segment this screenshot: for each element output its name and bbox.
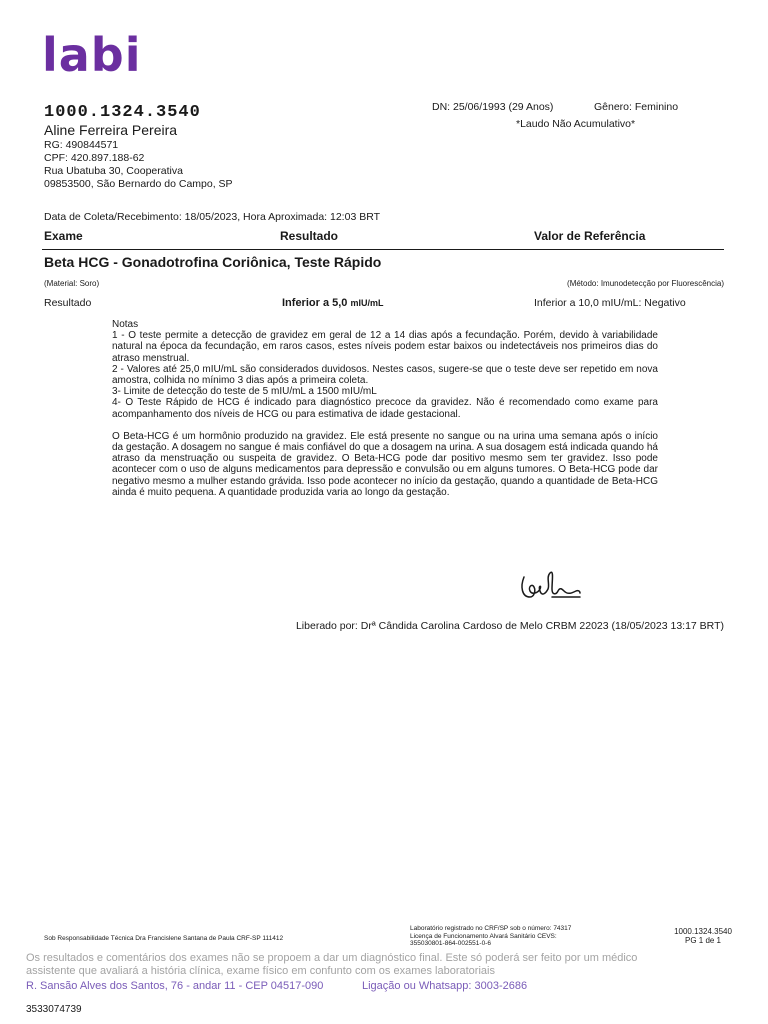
patient-street: Rua Ubatuba 30, Cooperativa xyxy=(44,165,183,177)
header-divider xyxy=(42,249,724,250)
lab-registration: Laboratório registrado no CRF/SP sob o número: 74317 xyxy=(410,925,572,932)
lab-license: Licença de Funcionamento Alvará Sanitário CEVS: xyxy=(410,932,557,940)
patient-info xyxy=(44,139,233,191)
page-number: PG 1 de 1 xyxy=(684,936,722,945)
result-label: Resultado xyxy=(44,297,92,309)
reference-value: Inferior a 10,0 mIU/mL: Negativo xyxy=(534,297,686,309)
note-item-2: 2 - Valores até 25,0 mIU/mL são considerados duvidosos. Nestes casos, sugere-se que o teste deve ser repetido em nova amostra, colhida no mínimo 3 dias após a primeira coleta. xyxy=(112,363,658,387)
result-number: Inferior a 5,0 xyxy=(282,297,348,309)
exam-material: (Material: Soro) xyxy=(44,279,100,288)
exam-title: Beta HCG - Gonadotrofina Coriônica, Teste Rápido xyxy=(44,254,382,270)
signature xyxy=(518,563,582,610)
document-code: 3533074739 xyxy=(26,1004,82,1015)
patient-city: 09853500, São Bernardo do Campo, SP xyxy=(44,178,233,190)
header-result: Resultado xyxy=(280,229,339,243)
address: R. Sansão Alves dos Santos, 76 - andar 11 - CEP 04517-090 xyxy=(26,980,324,992)
release-info: Liberado por: Drª Cândida Carolina Cardoso de Melo CRBM 22023 (18/05/2023 13:17 BRT) xyxy=(295,620,724,632)
footer-responsibility: Sob Responsabilidade Técnica Dra Francislene Santana de Paula CRF-SP 111412 xyxy=(44,935,284,942)
protocol-number: 1000.1324.3540 xyxy=(44,103,201,122)
disclaimer: Os resultados e comentários dos exames não se propoem a dar um diagnóstico final. Este só poderá ser feito por um médico assistente que avaliará a história clínica, exame físico em confunto com os exames laboratoriais xyxy=(26,952,638,977)
note-item-1: 1 - O teste permite a detecção de gravidez em geral de 12 a 14 dias após a fecundação. Porém, devido à variabilidade natural na época da fecundação, em raros casos, estes níveis podem estar baixos ou indetectáveis nos primeiros dias do atraso menstrual. xyxy=(112,330,658,364)
notes-title: Notas xyxy=(112,319,139,330)
laudo-note: *Laudo Não Acumulativo* xyxy=(516,118,636,130)
notes-paragraph: O Beta-HCG é um hormônio produzido na gravidez. Ele está presente no sangue ou na urina uma semana após o início da gestação. A dosagem no sangue é mais confiável do que a dosagem na urina. A sua dosagem está indicada quando há atraso da menstruação ou suspeita de gravidez. O Beta-HCG pode dar positivo mesmo sem ter gravidez. Isso pode acontecer com o uso de alguns medicamentos para depressão e convulsão ou em alguns tumores. O Beta-HCG pode dar negativo mesmo a mulher estando grávida. Isso pode acontecer no início da gestação, quando a quantidade de Beta-HCG ainda é muito pequena. A quantidade produzida varia ao longo da gestação. xyxy=(112,430,658,498)
patient-dn: DN: 25/06/1993 (29 Anos) xyxy=(432,101,554,113)
footer-protocol-number: 1000.1324.3540 xyxy=(674,927,732,936)
result-unit: mIU/mL xyxy=(350,298,384,308)
notes-section xyxy=(112,319,658,498)
note-item-3: 3- Limite de detecção do teste de 5 mIU/mL a 1500 mIU/mL xyxy=(112,386,377,398)
header-reference: Valor de Referência xyxy=(534,229,646,243)
lab-license-number: 355030801-864-002551-0-6 xyxy=(410,940,491,947)
header-exam: Exame xyxy=(44,229,83,243)
patient-rg: RG: 490844571 xyxy=(44,139,119,151)
collection-date: Data de Coleta/Recebimento: 18/05/2023, Hora Aproximada: 12:03 BRT xyxy=(44,211,381,223)
result-value xyxy=(282,297,384,309)
note-item-4: 4- O Teste Rápido de HCG é indicado para diagnóstico precoce da gravidez. Não é recomendado como exame para acompanhamento dos níveis de HCG ou para estimativa de idade gestacional. xyxy=(112,397,658,420)
footer-lab-info xyxy=(410,925,571,948)
patient-name: Aline Ferreira Pereira xyxy=(44,122,178,138)
footer-protocol xyxy=(668,927,738,945)
labi-logo: labi xyxy=(42,28,142,82)
patient-cpf: CPF: 420.897.188-62 xyxy=(44,152,145,164)
exam-method: (Método: Imunodetecção por Fluorescência) xyxy=(567,279,724,288)
patient-gender: Gênero: Feminino xyxy=(594,101,679,113)
contact-phone: Ligação ou Whatsapp: 3003-2686 xyxy=(362,980,528,992)
